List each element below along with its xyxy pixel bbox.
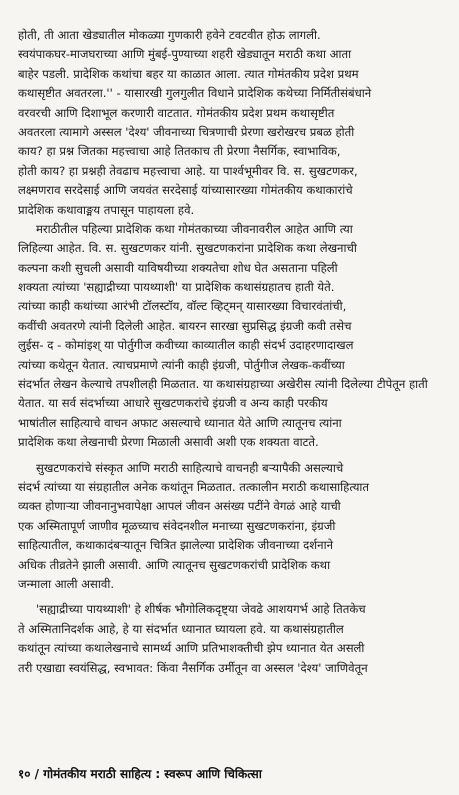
text-line: ते अस्मितानिदर्शक आहे, हे या संदर्भात ध्यानात घ्यायला हवे. या कथासंग्रहातील [18,621,344,636]
text-line: येतात. या सर्व संदर्भाच्या आधारे सुखटणकरांचे इंग्रजी व अन्य काही परकीय [18,396,328,411]
text-line: लिहिल्या आहेत. वि. स. सुखटणकर यांनी. सुखटणकरांना प्रादेशिक कथा लेखनाची [18,241,357,256]
page-text-body [18,26,441,678]
text-line: लक्ष्मणराव सरदेसाई आणि जयवंत सरदेसाई यांच्यासारख्या गोमंतकीय कथाकारांचे [18,183,353,198]
text-line: मराठीतील पहिल्या प्रादेशिक कथा गोमंतकाच्या जीवनावरील आहेत आणि त्या [36,221,353,236]
text-line: होती, ती आता खेड्यातील मोकळ्या गुणकारी हवेने टवटवीत होऊ लागली. [18,28,321,42]
text-line: होती काय? हा प्रश्नही तेवढाच महत्त्वाचा आहे. या पार्श्वभूमीवर वि. स. सुखटणकर, [18,163,358,178]
text-line: प्रादेशिक कथा लेखनाची प्रेरणा मिळाली असावी अशी एक शक्यता वाटते. [18,435,319,450]
text-line: कथासृष्टीत अवतरला.'' - यासारखी गुलगुलीत विधाने प्रादेशिक कथेच्या निर्मितीसंबंधाने [18,86,372,101]
text-line: व्यक्त होणाऱ्या जीवनानुभवापेक्षा आपलं जीवन असंख्य पटींने वेगळं आहे याची [18,499,341,514]
text-line: जन्माला आली असावी. [18,576,115,591]
text-line: तरी एखाद्या स्वयंसिद्ध, स्वभावत: किंवा नैसर्गिक उर्मीतून वा अस्सल 'देश्य' जाणिवेतून [18,660,368,675]
text-line: शक्यता त्यांच्या 'सह्याद्रीच्या पायथ्याशी' या प्रादेशिक कथासंग्रहातच हाती येते. [18,280,335,295]
text-line: 'सह्याद्रीच्या पायथ्याशी' हे शीर्षक भौगोलिकदृष्ट्या जेवढे आशयगर्भ आहे तितकेच [36,602,366,617]
text-line: काय? हा प्रश्न जितका महत्त्वाचा आहे तितकाच ती प्रेरणा नैसर्गिक, स्वाभाविक, [18,144,341,159]
text-line: संदर्भात लेखन केल्याचे तपशीलही मिळतात. या कथासंग्रहाच्या अखेरीस त्यांनी दिलेल्या टीपेतून हाती [18,377,428,392]
text-line: संदर्भ त्यांच्या या संग्रहातील अनेक कथांतून मिळतात. तत्कालीन मराठी कथासाहित्यात [18,479,370,494]
text-line: त्यांच्या काही कथांच्या आरंभी टॉलस्टॉय, वॉल्ट व्हिट्मन् यासारख्या विचारवंतांची, [18,299,347,314]
text-line: कवींची अवतरणे त्यांनी दिलेली आहेत. बायरन सारखा सुप्रसिद्ध इंग्रजी कवी तसेच [18,318,352,333]
page-footer: १० / गोमंतकीय मराठी साहित्य : स्वरूप आणि चिकित्सा [18,767,262,781]
text-line: त्यांच्या कथेतून येतात. त्याचप्रमाणे त्यांनी काही इंग्रजी, पोर्तुगीज लेखक-कवींच्या [18,357,345,372]
text-line: सुखटणकरांचे संस्कृत आणि मराठी साहित्याचे वाचनही बऱ्यापैकी असल्याचे [36,460,344,475]
text-line: एक अस्मितापूर्ण जाणीव मूळच्याच संवेदनशील मनाच्या सुखटणकरांना, इंग्रजी [18,518,336,533]
text-line: अधिक तीव्रतेने झाली असावी. आणि त्यातूनच सुखटणकरांची प्रादेशिक कथा [18,557,331,572]
text-line: अवतरला त्यामागे अस्सल 'देश्य' जीवनाच्या चित्रणाची प्रेरणा खरोखरच प्रबळ होती [18,124,355,139]
text-line: स्वयंपाकघर-माजघराच्या आणि मुंबई-पुण्याच्या शहरी खेड्यातून मराठी कथा आता [18,47,352,62]
text-line: साहित्यातील, कथाकादंबऱ्यातून चित्रित झालेल्या प्रादेशिक जीवनाच्या दर्शनाने [18,538,334,553]
text-line: वरवरची आणि दिशाभूल करणारी वाटतात. गोमंतकीय प्रदेश प्रथम कथासृष्टीत [18,105,335,120]
text-line: कल्पना कशी सुचली असावी याविषयीच्या शक्यतेचा शोध घेत असताना पहिली [18,260,338,275]
text-line: प्रादेशिक कथावाङ्मय तपासून पाहायला हवे. [18,202,195,217]
text-line: भाषांतील साहित्याचे वाचन अफाट असल्याचे ध्यानात येते आणि त्यातूनच त्यांना [18,415,342,430]
text-line: कथांतून त्यांच्या कथालेखनाचे सामर्थ्य आणि प्रतिभाशक्तीची झेप ध्यानात येत असली [18,641,365,656]
text-line: लुईस- द - कोमांइश् या पोर्तुगीज कवीच्या काव्यातील काही संदर्भ उदाहरणादाखल [18,338,354,353]
text-line: बाहेर पडली. प्रादेशिक कथांचा बहर या काळात आला. त्यात गोमंतकीय प्रदेश प्रथम [18,66,359,81]
